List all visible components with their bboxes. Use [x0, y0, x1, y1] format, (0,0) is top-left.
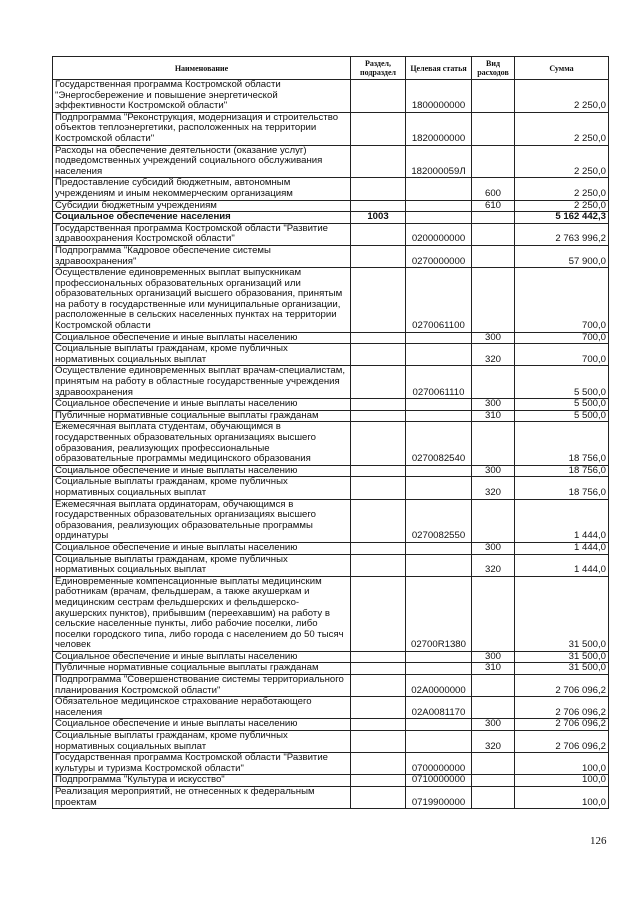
cell-kind: 310	[472, 410, 515, 422]
table-row	[53, 422, 609, 465]
table-header-row	[53, 57, 609, 80]
header-sum: Сумма	[515, 57, 609, 80]
cell-section	[351, 268, 406, 333]
cell-name: Социальное обеспечение и иные выплаты населению	[53, 332, 351, 344]
cell-section	[351, 651, 406, 663]
cell-kind: 300	[472, 719, 515, 731]
table-row	[53, 245, 609, 267]
cell-kind	[472, 787, 515, 809]
cell-sum: 57 900,0	[515, 245, 609, 267]
cell-name: Подпрограмма "Совершенствование системы территориального планирования Костромской области"	[53, 675, 351, 697]
cell-target	[406, 663, 472, 675]
cell-section	[351, 200, 406, 212]
table-row	[53, 477, 609, 499]
cell-target: 0270082550	[406, 499, 472, 542]
cell-name: Осуществление единовременных выплат выпускникам профессиональных образовательных организаций или образовательных организаций высшего образования, принятым на работу в государственные или муниципальные организации, расположенные в сельских населенных пунктах на территории Костромской области	[53, 268, 351, 333]
table-row	[53, 719, 609, 731]
cell-name: Социальное обеспечение и иные выплаты населению	[53, 542, 351, 554]
cell-name: Единовременные компенсационные выплаты медицинским работникам (врачам, фельдшерам, а также акушеркам и медицинским сестрам фельдшерских и фельдшерско-акушерских пунктов), прибывшим (переехавшим) на работу в сельские населенные пункты, либо рабочие поселки, либо поселки городского типа, либо города с населением до 50 тысяч человек	[53, 576, 351, 651]
cell-sum: 1 444,0	[515, 542, 609, 554]
cell-name: Социальное обеспечение и иные выплаты населению	[53, 719, 351, 731]
cell-target	[406, 399, 472, 411]
cell-sum: 2 706 096,2	[515, 719, 609, 731]
table-row	[53, 332, 609, 344]
cell-name: Ежемесячная выплата ординаторам, обучающимся в государственных образовательных организациях высшего образования, реализующих образовательные программы ординатуры	[53, 499, 351, 542]
table-row	[53, 542, 609, 554]
cell-name: Публичные нормативные социальные выплаты гражданам	[53, 663, 351, 675]
header-kind: Вид расходов	[472, 57, 515, 80]
table-row	[53, 80, 609, 113]
cell-sum: 18 756,0	[515, 477, 609, 499]
cell-target	[406, 542, 472, 554]
cell-sum: 2 763 996,2	[515, 223, 609, 245]
cell-target: 0200000000	[406, 223, 472, 245]
table-row	[53, 554, 609, 576]
cell-target	[406, 344, 472, 366]
table-row	[53, 223, 609, 245]
cell-kind: 320	[472, 477, 515, 499]
cell-sum: 31 500,0	[515, 651, 609, 663]
cell-name: Подпрограмма "Кадровое обеспечение системы здравоохранения"	[53, 245, 351, 267]
cell-name: Социальное обеспечение населения	[53, 212, 351, 224]
cell-section	[351, 332, 406, 344]
cell-section	[351, 245, 406, 267]
cell-name: Социальные выплаты гражданам, кроме публичных нормативных социальных выплат	[53, 477, 351, 499]
cell-target	[406, 200, 472, 212]
table-row	[53, 787, 609, 809]
cell-name: Субсидии бюджетным учреждениям	[53, 200, 351, 212]
cell-kind	[472, 697, 515, 719]
cell-kind	[472, 268, 515, 333]
cell-target	[406, 410, 472, 422]
table-row	[53, 410, 609, 422]
cell-target	[406, 178, 472, 200]
table-row	[53, 651, 609, 663]
table-row	[53, 697, 609, 719]
cell-target: 1800000000	[406, 80, 472, 113]
cell-kind	[472, 212, 515, 224]
cell-section	[351, 477, 406, 499]
cell-kind: 300	[472, 465, 515, 477]
cell-sum: 100,0	[515, 787, 609, 809]
cell-target: 1820000000	[406, 112, 472, 145]
cell-target: 02А0081170	[406, 697, 472, 719]
cell-name: Ежемесячная выплата студентам, обучающимся в государственных образовательных организациях высшего образования, реализующих профессиональные образовательные программы медицинского образования	[53, 422, 351, 465]
cell-name: Подпрограмма "Реконструкция, модернизация и строительство объектов теплоэнергетики, расположенных на территории Костромской области"	[53, 112, 351, 145]
cell-name: Публичные нормативные социальные выплаты гражданам	[53, 410, 351, 422]
cell-section	[351, 719, 406, 731]
cell-target: 02700R1380	[406, 576, 472, 651]
cell-name: Осуществление единовременных выплат врачам-специалистам, принятым на работу в областные государственные учреждения здравоохранения	[53, 366, 351, 399]
cell-section	[351, 399, 406, 411]
cell-section	[351, 410, 406, 422]
cell-sum: 2 706 096,2	[515, 697, 609, 719]
cell-kind: 300	[472, 332, 515, 344]
cell-sum: 700,0	[515, 344, 609, 366]
cell-target: 0700000000	[406, 753, 472, 775]
table-row	[53, 753, 609, 775]
cell-target: 0270061110	[406, 366, 472, 399]
cell-name: Социальные выплаты гражданам, кроме публичных нормативных социальных выплат	[53, 344, 351, 366]
header-section: Раздел, подраздел	[351, 57, 406, 80]
cell-kind: 320	[472, 554, 515, 576]
cell-name: Государственная программа Костромской области "Развитие культуры и туризма Костромской области"	[53, 753, 351, 775]
cell-sum: 1 444,0	[515, 554, 609, 576]
cell-section	[351, 499, 406, 542]
header-name: Наименование	[53, 57, 351, 80]
table-row	[53, 268, 609, 333]
cell-section	[351, 223, 406, 245]
cell-section	[351, 775, 406, 787]
cell-target: 0710000000	[406, 775, 472, 787]
table-row	[53, 212, 609, 224]
cell-sum: 700,0	[515, 332, 609, 344]
cell-sum: 2 250,0	[515, 178, 609, 200]
cell-section	[351, 465, 406, 477]
cell-section	[351, 542, 406, 554]
cell-sum: 100,0	[515, 775, 609, 787]
cell-sum: 5 500,0	[515, 366, 609, 399]
table-row	[53, 663, 609, 675]
cell-target	[406, 332, 472, 344]
table-row	[53, 465, 609, 477]
cell-section: 1003	[351, 212, 406, 224]
header-target: Целевая статья	[406, 57, 472, 80]
cell-name: Реализация мероприятий, не отнесенных к федеральным проектам	[53, 787, 351, 809]
cell-name: Социальные выплаты гражданам, кроме публичных нормативных социальных выплат	[53, 554, 351, 576]
table-body	[53, 80, 609, 809]
cell-target: 0270082540	[406, 422, 472, 465]
cell-section	[351, 178, 406, 200]
cell-section	[351, 731, 406, 753]
cell-kind: 600	[472, 178, 515, 200]
cell-sum: 31 500,0	[515, 663, 609, 675]
cell-kind	[472, 145, 515, 178]
cell-sum: 5 500,0	[515, 410, 609, 422]
cell-name: Расходы на обеспечение деятельности (оказание услуг) подведомственных учреждений социального обслуживания населения	[53, 145, 351, 178]
cell-target: 182000059Л	[406, 145, 472, 178]
cell-name: Социальное обеспечение и иные выплаты населению	[53, 399, 351, 411]
cell-sum: 100,0	[515, 753, 609, 775]
cell-section	[351, 576, 406, 651]
cell-kind	[472, 499, 515, 542]
cell-sum: 700,0	[515, 268, 609, 333]
cell-name: Подпрограмма "Культура и искусство"	[53, 775, 351, 787]
cell-name: Предоставление субсидий бюджетным, автономным учреждениям и иным некоммерческим организациям	[53, 178, 351, 200]
budget-table-container	[52, 56, 608, 809]
cell-sum: 1 444,0	[515, 499, 609, 542]
cell-sum: 2 250,0	[515, 112, 609, 145]
cell-kind	[472, 366, 515, 399]
cell-sum: 2 250,0	[515, 145, 609, 178]
cell-target	[406, 651, 472, 663]
budget-table	[52, 56, 609, 809]
cell-target	[406, 477, 472, 499]
cell-section	[351, 422, 406, 465]
cell-target	[406, 731, 472, 753]
cell-target	[406, 212, 472, 224]
cell-section	[351, 697, 406, 719]
cell-kind: 300	[472, 651, 515, 663]
cell-sum: 5 500,0	[515, 399, 609, 411]
cell-section	[351, 663, 406, 675]
cell-target	[406, 719, 472, 731]
cell-kind	[472, 80, 515, 113]
cell-target: 0270000000	[406, 245, 472, 267]
table-row	[53, 775, 609, 787]
table-row	[53, 366, 609, 399]
cell-kind	[472, 753, 515, 775]
table-row	[53, 200, 609, 212]
table-row	[53, 399, 609, 411]
table-row	[53, 675, 609, 697]
table-row	[53, 499, 609, 542]
table-row	[53, 145, 609, 178]
cell-section	[351, 675, 406, 697]
cell-kind: 300	[472, 542, 515, 554]
cell-section	[351, 344, 406, 366]
cell-name: Социальное обеспечение и иные выплаты населению	[53, 651, 351, 663]
cell-name: Государственная программа Костромской области "Развитие здравоохранения Костромской области"	[53, 223, 351, 245]
cell-kind	[472, 775, 515, 787]
cell-sum: 2 706 096,2	[515, 675, 609, 697]
cell-kind: 310	[472, 663, 515, 675]
cell-kind	[472, 245, 515, 267]
cell-kind	[472, 422, 515, 465]
cell-target	[406, 465, 472, 477]
cell-sum: 31 500,0	[515, 576, 609, 651]
cell-kind: 300	[472, 399, 515, 411]
cell-kind	[472, 223, 515, 245]
cell-name: Социальные выплаты гражданам, кроме публичных нормативных социальных выплат	[53, 731, 351, 753]
page-number: 126	[590, 835, 607, 847]
cell-target	[406, 554, 472, 576]
cell-sum: 5 162 442,3	[515, 212, 609, 224]
cell-name: Обязательное медицинское страхование неработающего населения	[53, 697, 351, 719]
table-row	[53, 112, 609, 145]
cell-section	[351, 112, 406, 145]
cell-section	[351, 753, 406, 775]
table-row	[53, 731, 609, 753]
cell-name: Социальное обеспечение и иные выплаты населению	[53, 465, 351, 477]
cell-target: 0719900000	[406, 787, 472, 809]
cell-kind	[472, 675, 515, 697]
cell-section	[351, 366, 406, 399]
cell-sum: 18 756,0	[515, 422, 609, 465]
cell-sum: 2 706 096,2	[515, 731, 609, 753]
cell-kind	[472, 576, 515, 651]
table-row	[53, 178, 609, 200]
table-row	[53, 576, 609, 651]
cell-section	[351, 787, 406, 809]
cell-target: 02А0000000	[406, 675, 472, 697]
cell-kind: 610	[472, 200, 515, 212]
table-row	[53, 344, 609, 366]
cell-sum: 2 250,0	[515, 200, 609, 212]
cell-sum: 2 250,0	[515, 80, 609, 113]
cell-kind	[472, 112, 515, 145]
cell-sum: 18 756,0	[515, 465, 609, 477]
cell-section	[351, 145, 406, 178]
cell-kind: 320	[472, 731, 515, 753]
cell-section	[351, 80, 406, 113]
cell-target: 0270061100	[406, 268, 472, 333]
cell-name: Государственная программа Костромской области "Энергосбережение и повышение энергетической эффективности Костромской области"	[53, 80, 351, 113]
cell-section	[351, 554, 406, 576]
cell-kind: 320	[472, 344, 515, 366]
